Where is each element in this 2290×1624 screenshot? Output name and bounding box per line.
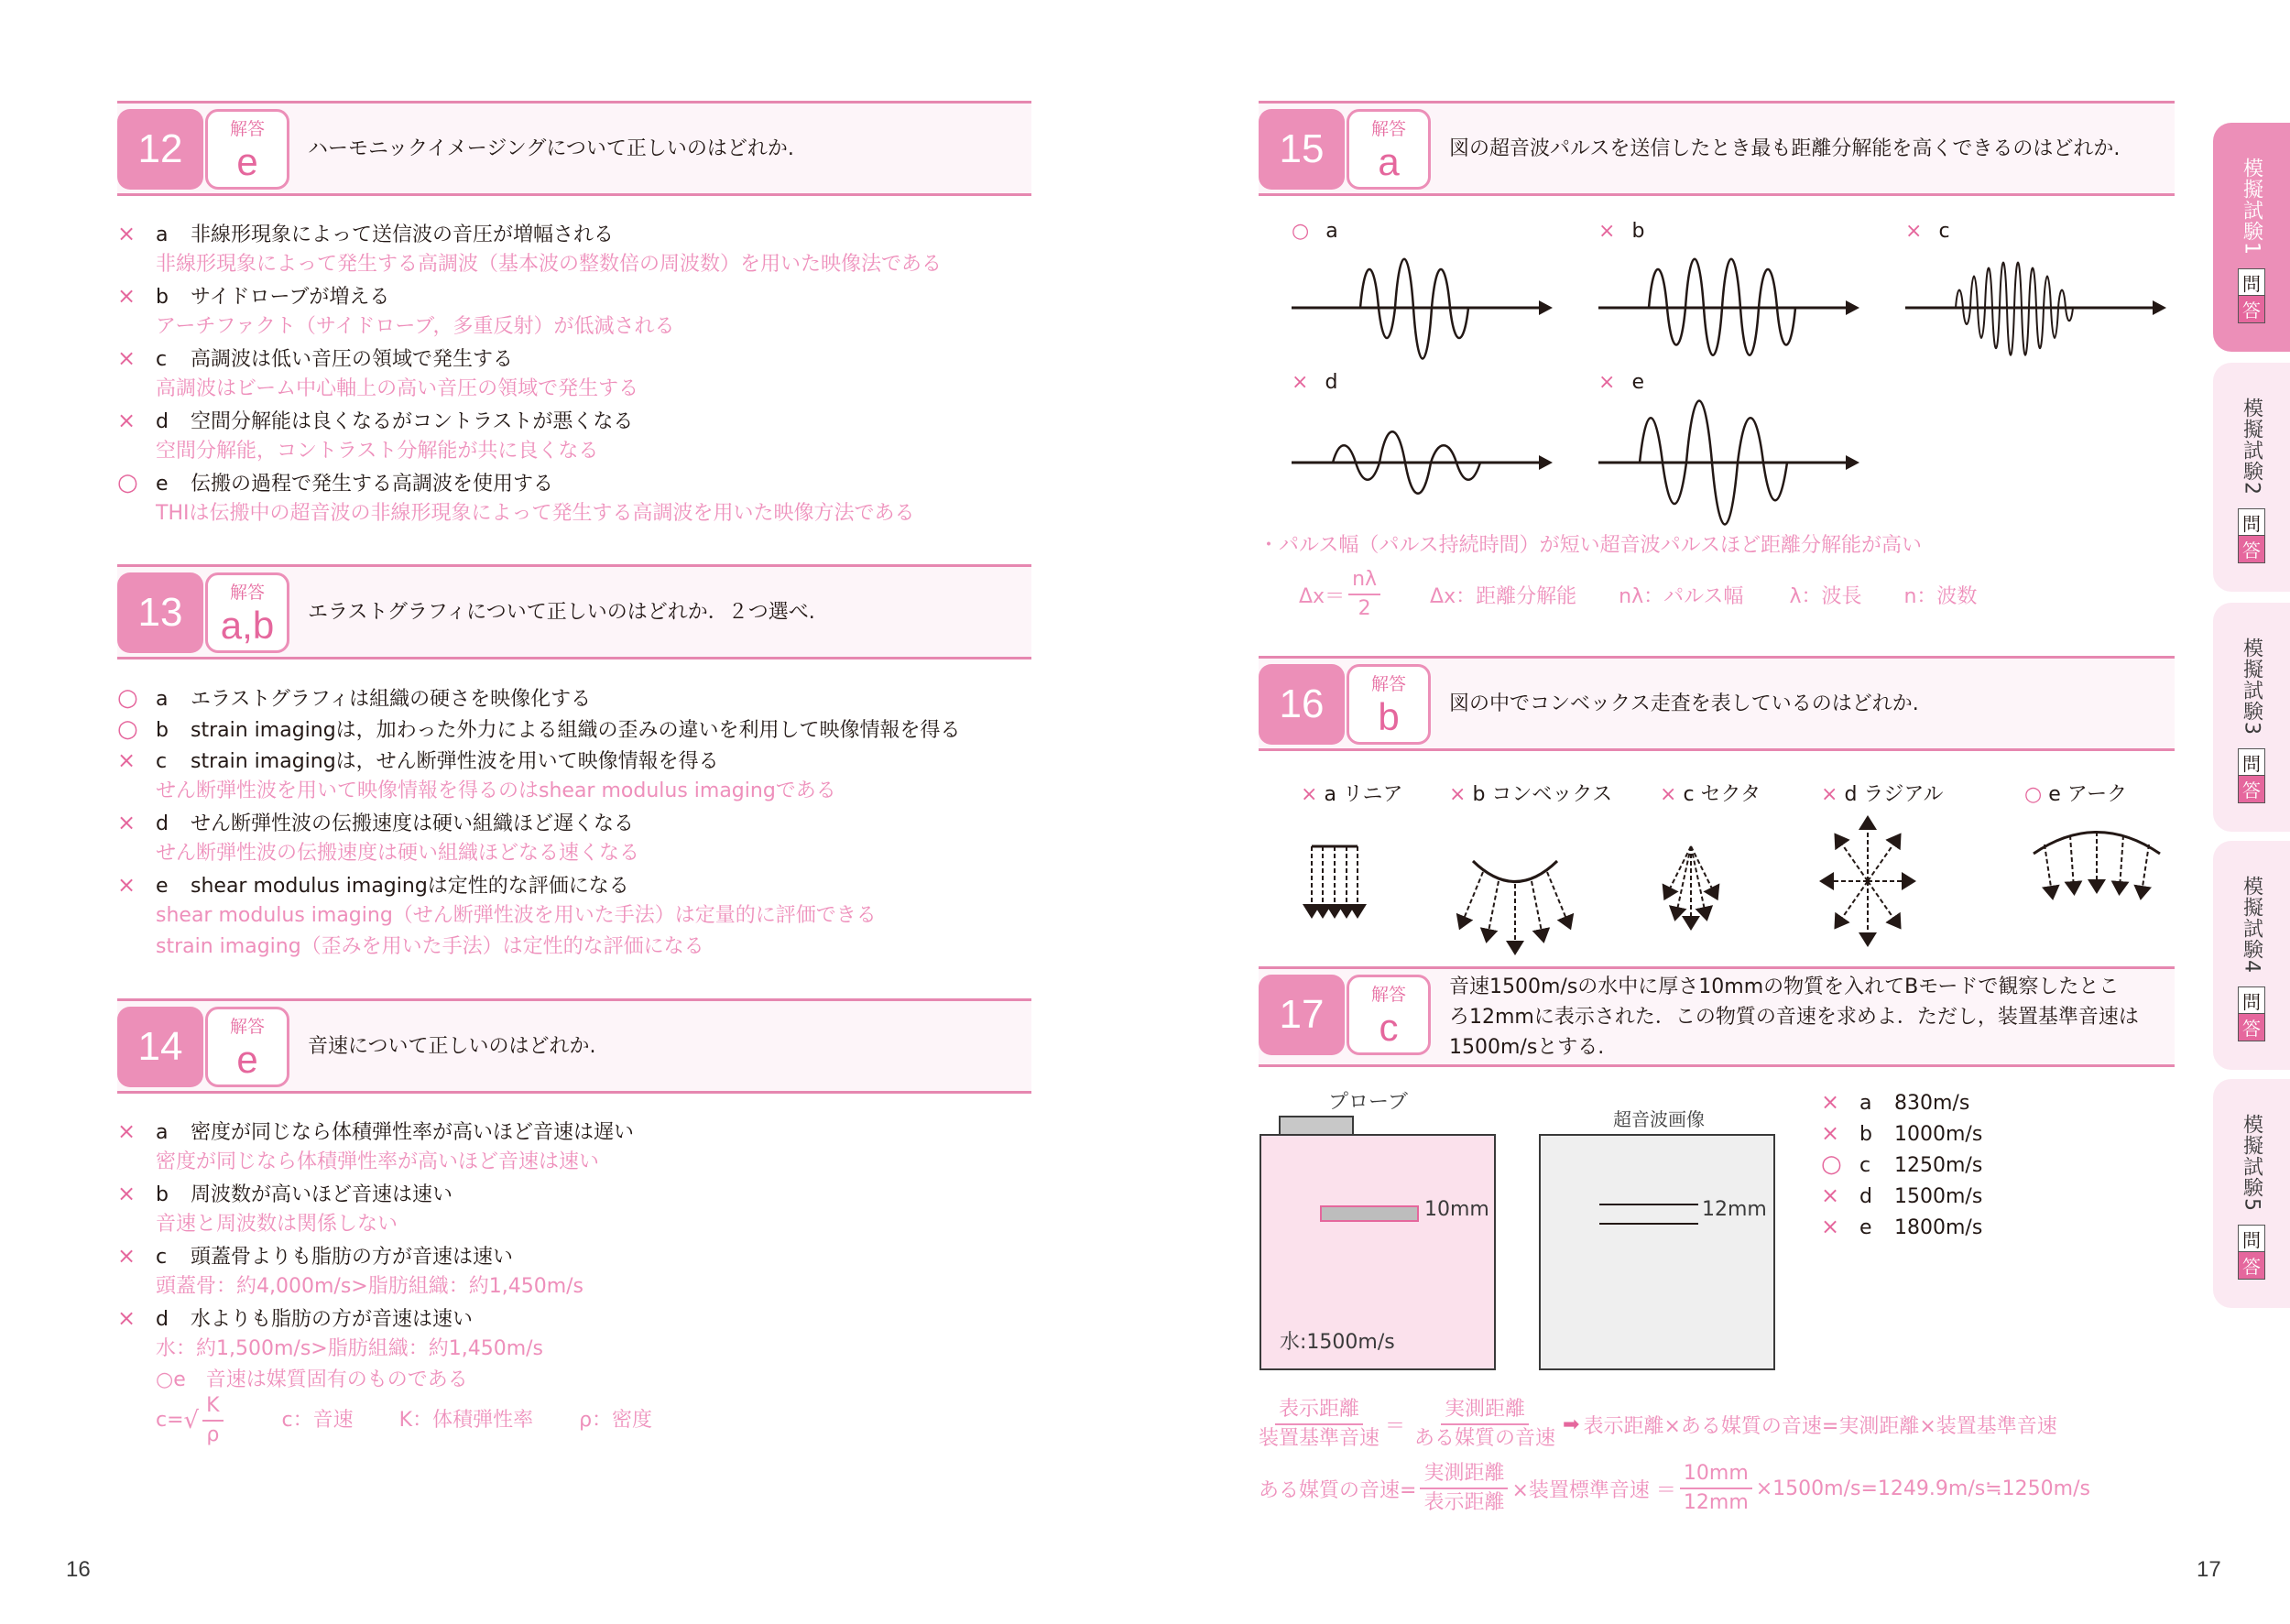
option-text: 空間分解能は良くなるがコントラストが悪くなる	[191, 410, 634, 433]
option-letter: b	[156, 719, 169, 742]
option-letter: e	[156, 875, 169, 898]
explanation: 密度が同じなら体積弾性率が高いほど音速は速い	[156, 1150, 600, 1173]
option-letter: d	[156, 410, 169, 433]
wave-letter: e	[1631, 371, 1644, 394]
wrong-mark-icon: ×	[1821, 1214, 1840, 1239]
question-tab-icon[interactable]: 問	[2238, 508, 2265, 536]
option-letter: e	[1859, 1216, 1872, 1239]
explanation: せん断弾性波を用いて映像情報を得るのはshear modulus imagingである	[156, 779, 836, 802]
scan-label: d ラジアル	[1844, 783, 1944, 806]
option-letter: c	[156, 348, 168, 371]
option-text: 1800m/s	[1894, 1216, 1983, 1239]
pulse-waveform-icon	[1598, 247, 1864, 385]
wrong-mark-icon: ×	[117, 408, 136, 433]
answer-box	[1347, 975, 1431, 1055]
question-text: ハーモニックイメージングについて正しいのはどれか.	[308, 136, 794, 160]
question-13-options	[117, 682, 960, 963]
explanation: 頭蓋骨：約4,000m/s>脂肪組織：約1,450m/s	[156, 1275, 584, 1298]
formula-fraction	[1414, 1396, 1555, 1453]
wrong-mark-icon: ×	[1821, 1183, 1840, 1208]
ultrasound-image	[1539, 1134, 1775, 1370]
question-text: 図の中でコンベックス走査を表しているのはどれか.	[1449, 692, 1919, 715]
answer-value: e	[236, 1038, 258, 1081]
wrong-mark-icon: ×	[117, 1181, 136, 1206]
denominator: ρ	[206, 1423, 220, 1446]
explanation: アーチファクト（サイドローブ，多重反射）が低減される	[156, 315, 675, 338]
question-13-header	[117, 564, 1031, 659]
answer-tab-icon[interactable]: 答	[2238, 1014, 2265, 1041]
denominator: ある媒質の音速	[1414, 1427, 1556, 1450]
answer-box	[1347, 109, 1431, 190]
object-thickness-label: 10mm	[1424, 1198, 1489, 1221]
question-16-header	[1259, 656, 2175, 751]
wrong-mark-icon: ×	[1292, 371, 1309, 394]
wrong-mark-icon: ×	[117, 747, 136, 773]
wave-e	[1598, 371, 1873, 536]
answer-label: 解答	[1370, 674, 1406, 694]
wrong-mark-icon: ×	[1821, 1120, 1840, 1146]
option-text: サイドローブが増える	[191, 286, 390, 309]
pulse-waveform-icon	[1292, 398, 1557, 536]
tab-mock-exam-2[interactable]	[2213, 363, 2290, 592]
sqrt-icon: √	[183, 1407, 200, 1434]
option-a	[117, 682, 960, 714]
explanation: 空間分解能，コントラスト分解能が共に良くなる	[156, 440, 599, 463]
wrong-mark-icon: ×	[117, 872, 136, 898]
question-number: 13	[117, 572, 203, 653]
numerator: K	[202, 1392, 223, 1422]
option-letter: e	[156, 473, 169, 496]
option-d	[117, 1302, 652, 1334]
answer-tab-icon[interactable]: 答	[2238, 536, 2265, 563]
option-letter: b	[156, 1183, 169, 1206]
formula-fraction	[202, 1392, 223, 1449]
sound-speed-formula	[117, 1396, 652, 1445]
wrong-mark-icon: ×	[117, 1243, 136, 1269]
wrong-mark-icon: ×	[1301, 783, 1318, 806]
option-b	[117, 280, 942, 311]
option-text: 1500m/s	[1894, 1185, 1983, 1208]
option-text: 高調波は低い音圧の領域で発生する	[191, 348, 514, 371]
denominator: 表示距離	[1423, 1491, 1505, 1514]
tab-label: 模擬試験4	[2240, 876, 2263, 974]
formula-def: nλ：パルス幅	[1619, 584, 1744, 608]
equation-rhs: 表示距離×ある媒質の音速=実測距離×装置基準音速	[1583, 1414, 2057, 1438]
wrong-mark-icon: ×	[1905, 220, 1923, 243]
question-number: 14	[117, 1007, 203, 1087]
correct-mark-icon: ○	[117, 684, 138, 712]
scan-radial	[1821, 779, 1944, 807]
tab-label: 模擬試験5	[2240, 1114, 2263, 1212]
probe-label: プローブ	[1328, 1091, 1408, 1114]
wave-d	[1292, 371, 1566, 536]
answer-box	[205, 109, 289, 190]
wave-letter: d	[1325, 371, 1338, 394]
option-text: 水よりも脂肪の方が音速は速い	[191, 1308, 474, 1331]
option-e	[117, 869, 960, 900]
scan-label: c セクタ	[1683, 783, 1761, 806]
formula-def: λ：波長	[1789, 584, 1862, 608]
wrong-mark-icon: ×	[117, 283, 136, 309]
pulse-waveform-icon	[1598, 398, 1864, 545]
question-line: 音速1500m/sの水中に厚さ10mmの物質を入れてBモードで観察したとこ	[1449, 975, 2120, 998]
correct-mark-icon: ○	[117, 469, 138, 496]
option-text: 1000m/s	[1894, 1123, 1983, 1146]
answer-label: 解答	[1370, 119, 1406, 139]
option-b	[117, 1178, 652, 1209]
question-14-header	[117, 998, 1031, 1094]
answer-label: 解答	[229, 119, 265, 139]
water-speed-label: 水:1500m/s	[1280, 1331, 1395, 1354]
option-text: エラストグラフィは組織の硬さを映像化する	[191, 688, 592, 711]
formula-fraction	[1680, 1460, 1752, 1517]
formula-def: K：体積弾性率	[398, 1409, 534, 1432]
wrong-mark-icon: ×	[1660, 783, 1677, 806]
denominator: 12mm	[1683, 1491, 1749, 1514]
numerator: 実測距離	[1441, 1396, 1529, 1425]
question-tab-icon[interactable]: 問	[2238, 268, 2265, 296]
answer-box	[205, 572, 289, 653]
right-page	[1145, 0, 2290, 1624]
explanation: 非線形現象によって発生する高調波（基本波の整数倍の周波数）を用いた映像法である	[156, 253, 943, 276]
echo-line-icon	[1599, 1204, 1698, 1205]
wave-letter: a	[1325, 220, 1338, 243]
denominator: 2	[1358, 597, 1371, 620]
option-text: 伝搬の過程で発生する高調波を使用する	[191, 473, 554, 496]
wave-c	[1905, 220, 2180, 385]
option-e	[1821, 1211, 1982, 1242]
option-c	[117, 343, 942, 374]
page-number-right: 17	[2197, 1557, 2221, 1582]
option-text: 1250m/s	[1894, 1154, 1983, 1177]
option-letter: d	[156, 812, 169, 835]
answer-value: c	[1379, 1006, 1399, 1049]
answer-value: a,b	[220, 604, 275, 647]
answer-tab-icon[interactable]: 答	[2238, 776, 2265, 803]
formula-def: n：波数	[1903, 584, 1978, 608]
image-thickness-label: 12mm	[1702, 1198, 1767, 1221]
probe-icon	[1279, 1116, 1354, 1136]
option-letter: d	[1859, 1185, 1872, 1208]
question-15-header	[1259, 101, 2175, 196]
answer-box	[1347, 664, 1431, 745]
question-line: 1500m/sとする.	[1449, 1035, 1605, 1059]
ultrasound-image-title: 超音波画像	[1613, 1108, 1705, 1130]
answer-value: b	[1378, 695, 1400, 738]
wrong-mark-icon: ×	[117, 345, 136, 371]
arrow-right-icon: ➡	[1563, 1412, 1580, 1436]
wave-letter: c	[1938, 220, 1950, 243]
scan-label: e アーク	[2048, 783, 2128, 806]
wrong-mark-icon: ×	[117, 1118, 136, 1144]
question-14-options	[117, 1116, 652, 1445]
option-text: shear modulus imagingは定性的な評価になる	[191, 875, 629, 898]
option-c	[117, 745, 960, 776]
option-text: strain imagingは，加わった外力による組織の歪みの違いを利用して映像情報を得る	[191, 719, 961, 742]
answer-value: a	[1378, 140, 1400, 183]
answer-box	[205, 1007, 289, 1087]
option-text: 頭蓋骨よりも脂肪の方が音速は速い	[191, 1246, 514, 1269]
question-text: エラストグラフィについて正しいのはどれか．２つ選べ.	[308, 600, 815, 624]
equation-mid: ×装置標準音速 ＝	[1511, 1478, 1676, 1502]
formula-def: c：音速	[281, 1409, 354, 1432]
question-12-options	[117, 218, 942, 529]
question-text: 音速について正しいのはどれか.	[308, 1034, 596, 1058]
question-17-header	[1259, 966, 2175, 1067]
answer-label: 解答	[229, 583, 265, 603]
option-text: 830m/s	[1894, 1092, 1970, 1115]
question-tab-icon[interactable]: 問	[2238, 1225, 2265, 1252]
pulse-width-note: ・パルス幅（パルス持続時間）が短い超音波パルスほど距離分解能が高い	[1259, 534, 1923, 557]
tab-label: 模擬試験2	[2240, 398, 2263, 496]
question-number: 15	[1259, 109, 1345, 190]
option-letter: d	[156, 1308, 169, 1331]
option-b	[1821, 1117, 1982, 1149]
range-resolution-formula	[1299, 566, 1977, 623]
question-text: 図の超音波パルスを送信したとき最も距離分解能を高くできるのはどれか.	[1449, 136, 2121, 160]
page-number-left: 16	[66, 1557, 91, 1582]
object-icon	[1320, 1205, 1419, 1222]
wrong-mark-icon: ×	[117, 810, 136, 835]
option-text: せん断弾性波の伝搬速度は硬い組織ほど遅くなる	[191, 812, 635, 835]
option-b	[117, 714, 960, 745]
correct-note: ○e 音速は媒質固有のものである	[156, 1368, 468, 1391]
option-c	[1821, 1149, 1982, 1180]
formula-lhs: c=	[156, 1409, 184, 1432]
scan-sector	[1660, 779, 1761, 807]
option-d	[117, 807, 960, 838]
option-text: 非線形現象によって送信波の音圧が増幅される	[191, 223, 615, 246]
explanation: 水：約1,500m/s>脂肪組織：約1,450m/s	[156, 1337, 544, 1360]
explanation: 音速と周波数は関係しない	[156, 1213, 398, 1236]
formula-fraction	[1420, 1460, 1508, 1517]
pulse-waveform-icon	[1292, 247, 1557, 385]
wrong-mark-icon: ×	[1821, 1089, 1840, 1115]
question-number: 16	[1259, 664, 1345, 745]
option-letter: b	[156, 286, 169, 309]
wrong-mark-icon: ×	[1449, 783, 1467, 806]
question-number: 17	[1259, 975, 1345, 1055]
water-tank	[1260, 1134, 1496, 1370]
option-letter: a	[156, 1121, 169, 1144]
option-c	[117, 1240, 652, 1271]
tab-mock-exam-3[interactable]	[2213, 603, 2290, 832]
option-letter: c	[156, 1246, 168, 1269]
option-a	[117, 218, 942, 249]
correct-mark-icon: ○	[1292, 220, 1310, 243]
explanation: せん断弾性波の伝搬速度は硬い組織ほどなる速くなる	[156, 842, 640, 865]
wrong-mark-icon: ×	[1598, 220, 1616, 243]
option-letter: b	[1859, 1123, 1872, 1146]
answer-label: 解答	[229, 1017, 265, 1037]
scan-diagrams-icon	[1259, 815, 2175, 971]
tab-label: 模擬試験1	[2240, 158, 2263, 256]
formula-fraction	[1348, 566, 1380, 623]
correct-mark-icon: ○	[2024, 783, 2043, 806]
explanation: THIは伝搬中の超音波の非線形現象によって発生する高調波を用いた映像方法である	[156, 502, 915, 525]
scan-label: a リニア	[1324, 783, 1403, 806]
option-text: 周波数が高いほど音速は速い	[191, 1183, 453, 1206]
numerator: nλ	[1348, 566, 1380, 595]
equation-2	[1259, 1460, 2090, 1517]
wrong-mark-icon: ×	[117, 221, 136, 246]
question-text	[1449, 969, 2139, 1064]
option-letter: c	[1859, 1154, 1871, 1177]
question-number: 12	[117, 109, 203, 190]
question-12-header	[117, 101, 1031, 196]
echo-line-icon	[1599, 1223, 1698, 1225]
scan-linear	[1301, 779, 1402, 807]
option-letter: a	[156, 223, 169, 246]
option-e	[117, 467, 942, 498]
question-line: ろ12mmに表示された．この物質の音速を求めよ．ただし，装置基準音速は	[1449, 1005, 2139, 1029]
option-a	[117, 1116, 652, 1147]
scan-label: b コンベックス	[1472, 783, 1613, 806]
option-letter: a	[156, 688, 169, 711]
numerator: 表示距離	[1275, 1396, 1363, 1425]
option-d	[117, 405, 942, 436]
question-tab-icon[interactable]: 問	[2238, 748, 2265, 776]
explanation: 高調波はビーム中心軸上の高い音圧の領域で発生する	[156, 377, 639, 400]
tab-mock-exam-4[interactable]	[2213, 841, 2290, 1070]
equals-sign: ＝	[1385, 1414, 1406, 1438]
answer-label: 解答	[1370, 985, 1406, 1005]
answer-tab-icon[interactable]: 答	[2238, 296, 2265, 323]
answer-tab-icon[interactable]: 答	[2238, 1252, 2265, 1280]
pulse-waveform-icon	[1905, 247, 2171, 385]
wrong-mark-icon: ×	[117, 1305, 136, 1331]
question-17-options	[1821, 1086, 1982, 1242]
explanation: shear modulus imaging（せん断弾性波を用いた手法）は定量的に評価できる	[156, 904, 877, 927]
correct-mark-icon: ○	[117, 715, 138, 743]
wave-a	[1292, 220, 1566, 385]
formula-lhs: Δx＝	[1299, 584, 1346, 608]
option-letter: c	[156, 750, 168, 773]
equation-1	[1259, 1396, 2057, 1453]
equation-rhs: ×1500m/s=1249.9m/s≒1250m/s	[1755, 1477, 2090, 1500]
option-text: 密度が同じなら体積弾性率が高いほど音速は遅い	[191, 1121, 635, 1144]
wave-b	[1598, 220, 1873, 385]
wrong-mark-icon: ×	[1598, 371, 1616, 394]
question-tab-icon[interactable]: 問	[2238, 986, 2265, 1014]
wrong-mark-icon: ×	[1821, 783, 1838, 806]
option-d	[1821, 1180, 1982, 1211]
scan-convex	[1449, 779, 1612, 807]
denominator: 装置基準音速	[1259, 1427, 1380, 1450]
option-text: strain imagingは，せん断弾性波を用いて映像情報を得る	[191, 750, 719, 773]
scan-arc	[2024, 779, 2127, 807]
formula-def: ρ：密度	[579, 1409, 653, 1432]
tab-label: 模擬試験3	[2240, 638, 2263, 736]
correct-mark-icon: ○	[1821, 1150, 1842, 1178]
numerator: 実測距離	[1420, 1460, 1508, 1489]
explanation: strain imaging（歪みを用いた手法）は定性的な評価になる	[156, 935, 704, 958]
answer-value: e	[236, 140, 258, 183]
option-letter: a	[1859, 1092, 1872, 1115]
formula-def: Δx：距離分解能	[1430, 584, 1577, 608]
tab-mock-exam-1[interactable]	[2213, 123, 2290, 352]
numerator: 10mm	[1680, 1460, 1752, 1489]
option-a	[1821, 1086, 1982, 1117]
tab-mock-exam-5[interactable]	[2213, 1079, 2290, 1308]
wave-letter: b	[1631, 220, 1645, 243]
formula-fraction	[1259, 1396, 1379, 1453]
equation-lhs: ある媒質の音速=	[1259, 1478, 1417, 1502]
